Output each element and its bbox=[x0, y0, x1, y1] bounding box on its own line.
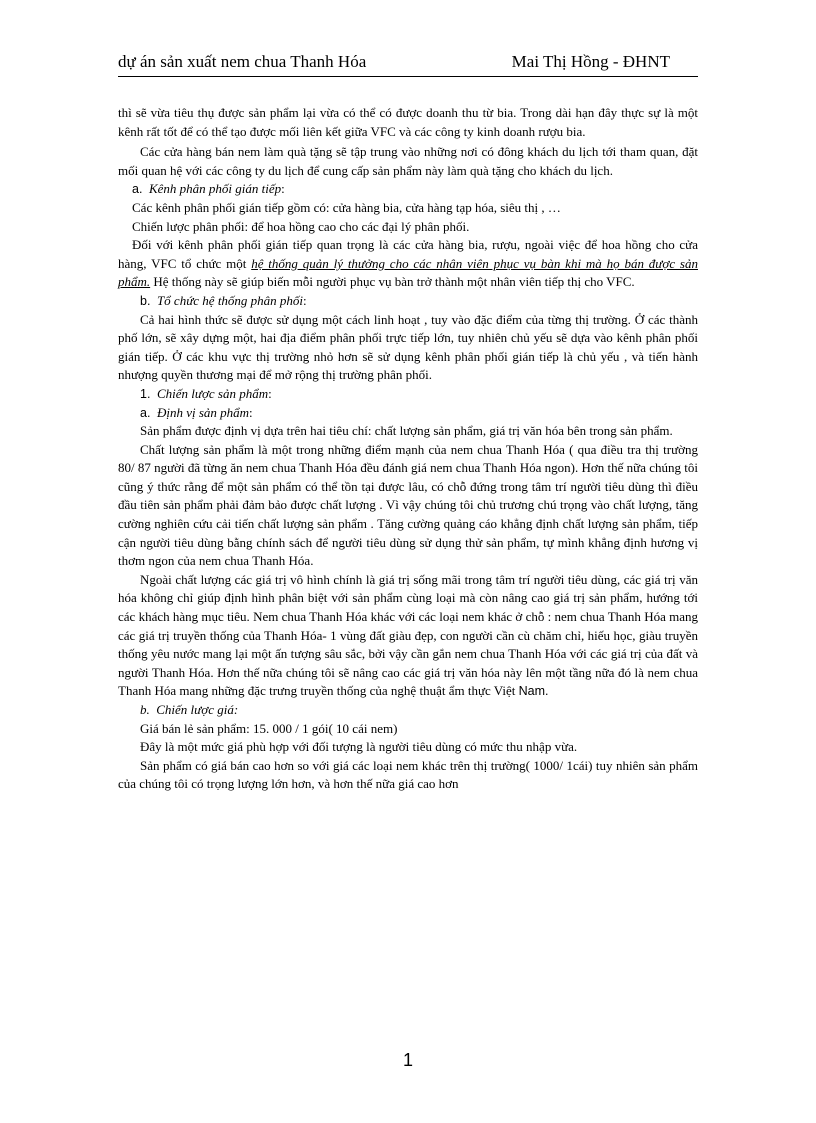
underlined-phrase: hệ thống quản lý thưởng cho các nhân viên phục vụ bàn khi mà họ bán được sản phẩm. bbox=[118, 255, 698, 290]
subheading-label: b. bbox=[140, 702, 150, 717]
subheading-colon: : bbox=[249, 404, 253, 420]
subheading-indirect-channel bbox=[118, 180, 698, 199]
subheading-colon: : bbox=[303, 292, 307, 308]
paragraph: Sản phẩm có giá bán cao hơn so với giá các loại nem khác trên thị trường( 1000/ 1cái) tuy nhiên sản phẩm của chúng tôi có trọng lượng lớn hơn, và hơn thế nữa giá cao hơn bbox=[118, 757, 698, 792]
paragraph-text: Đối với kênh phân phối gián tiếp quan trọng là các cửa hàng bia, rượu, ngoài việc để hoa hồng cho cửa hàng, VFC tổ chức một bbox=[118, 237, 698, 271]
section-colon: : bbox=[268, 385, 272, 401]
section-heading-product-strategy bbox=[118, 385, 698, 404]
header-author: Mai Thị Hồng - ĐHNT bbox=[511, 52, 670, 71]
section-title: Chiến lược sản phẩm bbox=[156, 385, 269, 401]
paragraph: Giá bán lẻ sản phẩm: 15. 000 / 1 gói( 10 cái nem) bbox=[140, 720, 398, 736]
subheading-distribution-system bbox=[118, 292, 698, 311]
paragraph: Chất lượng sản phẩm là một trong những điểm mạnh của nem chua Thanh Hóa ( qua điều tra thị trường 80/ 87 người đã từng ăn nem chua Thanh Hóa đều đánh giá nem chua Thanh Hóa ngon). Hơn thế nữa chúng tôi cũng ý thức rằng để một sản phẩm có thể tồn tại được lâu, có chỗ đứng trong tâm trí người tiêu dùng thì điều đầu tiên sản phẩm phải đảm bảo được chất lượng . Vì vậy chúng tôi chủ trương chú trọng vào chất lượng, tăng cường nghiên cứu cải tiến chất lượng sản phẩm . Tăng cường quảng cáo khẳng định chất lượng sản phẩm, tiếp cận người tiêu dùng bằng chính sách để người tiêu dùng sử dụng thử sản phẩm, tự mình khẳng định hương vị thơm ngon của nem chua Thanh Hóa. bbox=[118, 441, 698, 569]
subheading-product-positioning bbox=[118, 404, 698, 423]
subheading-label: a. bbox=[132, 182, 143, 197]
paragraph-text: Ngoài chất lượng các giá trị vô hình chính là giá trị sống mãi trong tâm trí người tiêu dùng, các giá trị văn hóa không chỉ giúp định hình phân biệt với sản phẩm cùng loại mà còn nâng cao giá trị sản phẩm, hướng tới các khách hàng mục tiêu. Nem chua Thanh Hóa khác với các loại nem khác ở chỗ : nem chua Thanh Hóa mang các giá trị truyền thống của Thanh Hóa- 1 vùng đất giàu đẹp, con người cần cù chăm chỉ, hiếu học, giàu truyền thống yêu nước mang lại một ấn tượng sâu sắc, bởi vậy cần gắn nem chua Thanh Hóa với các giá trị của đất và người Thanh Hóa. Hơn thế nữa chúng tôi sẽ nâng cao các giá trị văn hóa này lên một tầng nữa đó là nem chua Thanh Hóa mang những đặc trưng truyền thống của nghệ thuật ẩm thực Việt bbox=[118, 571, 698, 699]
paragraph-text: Hệ thống này sẽ giúp biến mỗi người phục vụ bàn trở thành một nhân viên tiếp thị cho VFC. bbox=[150, 274, 635, 290]
paragraph: Các cửa hàng bán nem làm quà tặng sẽ tập trung vào những nơi có đông khách du lịch tới tham quan, đặt mối quan hệ với các công ty du lịch để cung cấp sản phẩm này làm quà tặng cho khách du lịch. bbox=[118, 144, 698, 178]
paragraph bbox=[118, 236, 698, 292]
paragraph: Cả hai hình thức sẽ được sử dụng một cách linh hoạt , tuy vào đặc điểm của từng thị trường. Ở các thành phố lớn, sẽ xây dựng một, hai địa điểm phân phối trực tiếp lớn, tuy nhiên chủ yếu sẽ dựa vào kênh phân phối gián tiếp. Ở các khu vực thị trường nhỏ hơn sẽ sử dụng kênh phân phối gián tiếp là chủ yếu , và tiến hành nhượng quyền thương mại để mở rộng thị trường phân phối. bbox=[118, 311, 698, 383]
paragraph: Các kênh phân phối gián tiếp gồm có: cửa hàng bia, cửa hàng tạp hóa, siêu thị , … bbox=[132, 199, 561, 215]
section-number: 1. bbox=[140, 386, 151, 401]
subheading-title: Định vị sản phẩm bbox=[156, 404, 250, 420]
paragraph: Đây là một mức giá phù hợp với đối tượng là người tiêu dùng có mức thu nhập vừa. bbox=[140, 739, 578, 755]
header-title: dự án sản xuất nem chua Thanh Hóa bbox=[118, 52, 367, 71]
subheading-title: Chiến lược giá: bbox=[156, 702, 239, 717]
paragraph bbox=[118, 571, 698, 701]
paragraph: Chiến lược phân phối: để hoa hồng cao cho các đại lý phân phối. bbox=[132, 218, 470, 234]
subheading-label: a. bbox=[140, 405, 151, 420]
subheading-pricing-strategy bbox=[118, 701, 698, 720]
document-body bbox=[118, 104, 698, 794]
subheading-title: Kênh phân phối gián tiếp bbox=[148, 181, 282, 197]
subheading-title: Tổ chức hệ thống phân phối bbox=[156, 292, 304, 308]
paragraph-text-end: Nam. bbox=[518, 684, 549, 699]
subheading-colon: : bbox=[281, 181, 285, 197]
paragraph: thì sẽ vừa tiêu thụ được sản phẩm lại vừa có thể có được doanh thu từ bia. Trong dài hạn đây thực sự là một kênh rất tốt để có thể tạo được mối liên kết giữa VFC và các công ty kinh doanh rượu bia. bbox=[118, 105, 698, 139]
paragraph: Sản phẩm được định vị dựa trên hai tiêu chí: chất lượng sản phẩm, giá trị văn hóa bên trong sản phẩm. bbox=[140, 423, 673, 439]
page-header bbox=[118, 52, 698, 77]
page-number: 1 bbox=[403, 1050, 414, 1070]
subheading-label: b. bbox=[140, 293, 151, 308]
